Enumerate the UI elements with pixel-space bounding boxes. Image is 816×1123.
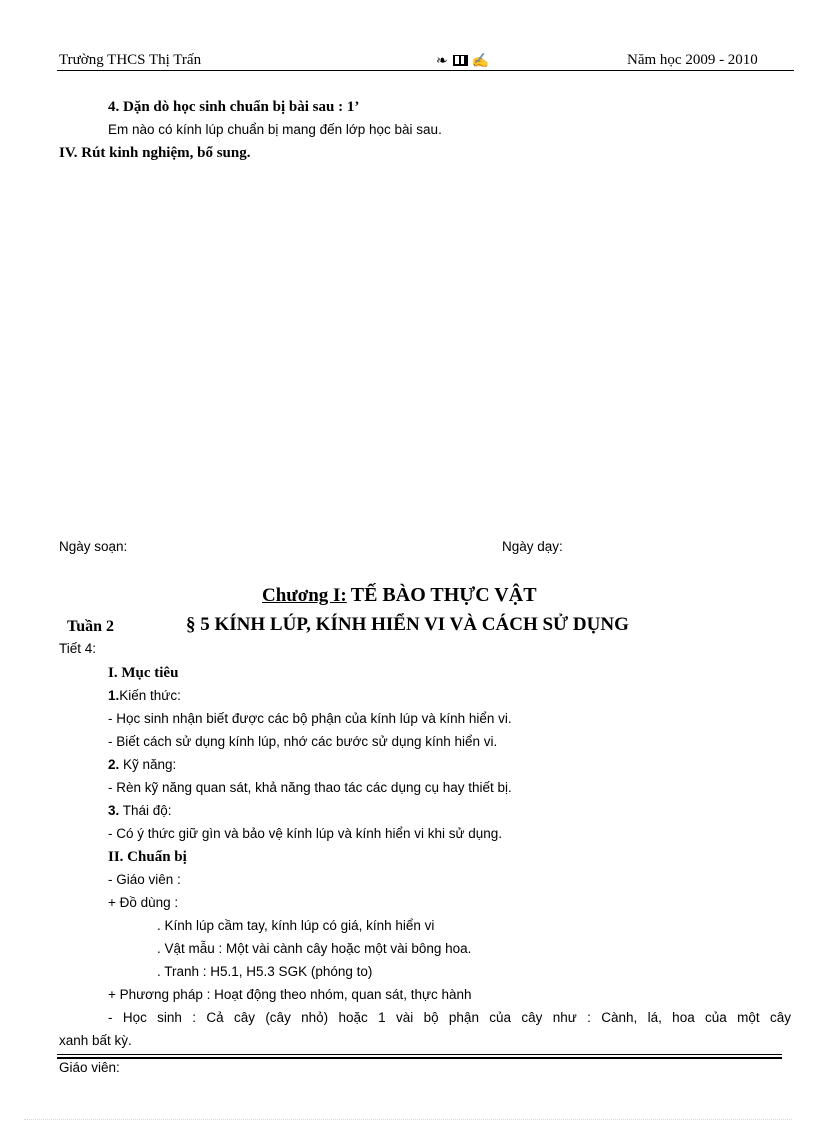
chapter-label: Chương I: xyxy=(262,585,347,606)
school-year: Năm học 2009 - 2010 xyxy=(627,52,758,68)
knowledge-number: 1. xyxy=(108,688,120,703)
footer-rule-top xyxy=(57,1054,782,1055)
chapter-title: TẾ BÀO THỰC VẬT xyxy=(350,584,537,606)
skill-heading xyxy=(108,757,176,772)
tool-item-3: . Tranh : H5.1, H5.3 SGK (phóng to) xyxy=(157,964,373,979)
skill-number: 2. xyxy=(108,757,120,772)
student-prep-line-2: xanh bất kỳ. xyxy=(59,1033,132,1048)
knowledge-label: Kiến thức: xyxy=(119,688,181,703)
footer-teacher: Giáo viên: xyxy=(59,1060,120,1075)
skill-item-1: - Rèn kỹ năng quan sát, khả năng thao tác các dụng cụ hay thiết bị. xyxy=(108,780,512,795)
teacher-prep: - Giáo viên : xyxy=(108,872,181,887)
footer-rule-bottom xyxy=(57,1057,782,1059)
page-bottom-dotted-rule xyxy=(24,1119,792,1120)
student-prep-line-1: - Học sinh : Cả cây (cây nhỏ) hoặc 1 vài bộ phận của cây như : Cành, lá, hoa của một cây xyxy=(108,1010,791,1025)
date-taught: Ngày dạy: xyxy=(502,539,563,554)
method-line: + Phương pháp : Hoạt động theo nhóm, quan sát, thực hành xyxy=(108,987,472,1002)
tools-heading: + Đồ dùng : xyxy=(108,895,179,910)
book-icon xyxy=(453,55,468,66)
knowledge-heading xyxy=(108,688,181,703)
attitude-item-1: - Có ý thức giữ gìn và bảo vệ kính lúp và kính hiển vi khi sử dụng. xyxy=(108,826,503,841)
header-ornament xyxy=(436,52,490,70)
chapter-heading xyxy=(262,584,537,607)
leaf-ornament-icon: ❧ xyxy=(436,54,449,69)
attitude-number: 3. xyxy=(108,803,120,818)
knowledge-item-2: - Biết cách sử dụng kính lúp, nhớ các bước sử dụng kính hiển vi. xyxy=(108,734,498,749)
skill-label: Kỹ năng: xyxy=(119,757,177,772)
attitude-heading xyxy=(108,803,172,818)
period-label: Tiết 4: xyxy=(59,641,97,656)
header-rule xyxy=(57,70,794,71)
preparation-heading: II. Chuẩn bị xyxy=(108,849,187,865)
tool-item-2: . Vật mẫu : Một vài cành cây hoặc một vài bông hoa. xyxy=(157,941,472,956)
date-prepared: Ngày soạn: xyxy=(59,539,128,554)
lesson-title: § 5 KÍNH LÚP, KÍNH HIỂN VI VÀ CÁCH SỬ DỤNG xyxy=(186,614,629,635)
knowledge-item-1: - Học sinh nhận biết được các bộ phận của kính lúp và kính hiển vi. xyxy=(108,711,512,726)
week-label: Tuần 2 xyxy=(67,618,114,635)
objectives-heading: I. Mục tiêu xyxy=(108,665,179,681)
homework-heading: 4. Dặn dò học sinh chuẩn bị bài sau : 1’ xyxy=(108,99,360,115)
writing-hand-icon: ✍ xyxy=(471,54,491,69)
attitude-label: Thái độ: xyxy=(119,803,172,818)
tool-item-1: . Kính lúp cầm tay, kính lúp có giá, kính hiển vi xyxy=(157,918,435,933)
experience-heading: IV. Rút kinh nghiệm, bổ sung. xyxy=(59,145,251,161)
homework-text: Em nào có kính lúp chuẩn bị mang đến lớp học bài sau. xyxy=(108,122,442,137)
school-name: Trường THCS Thị Trấn xyxy=(59,52,202,68)
